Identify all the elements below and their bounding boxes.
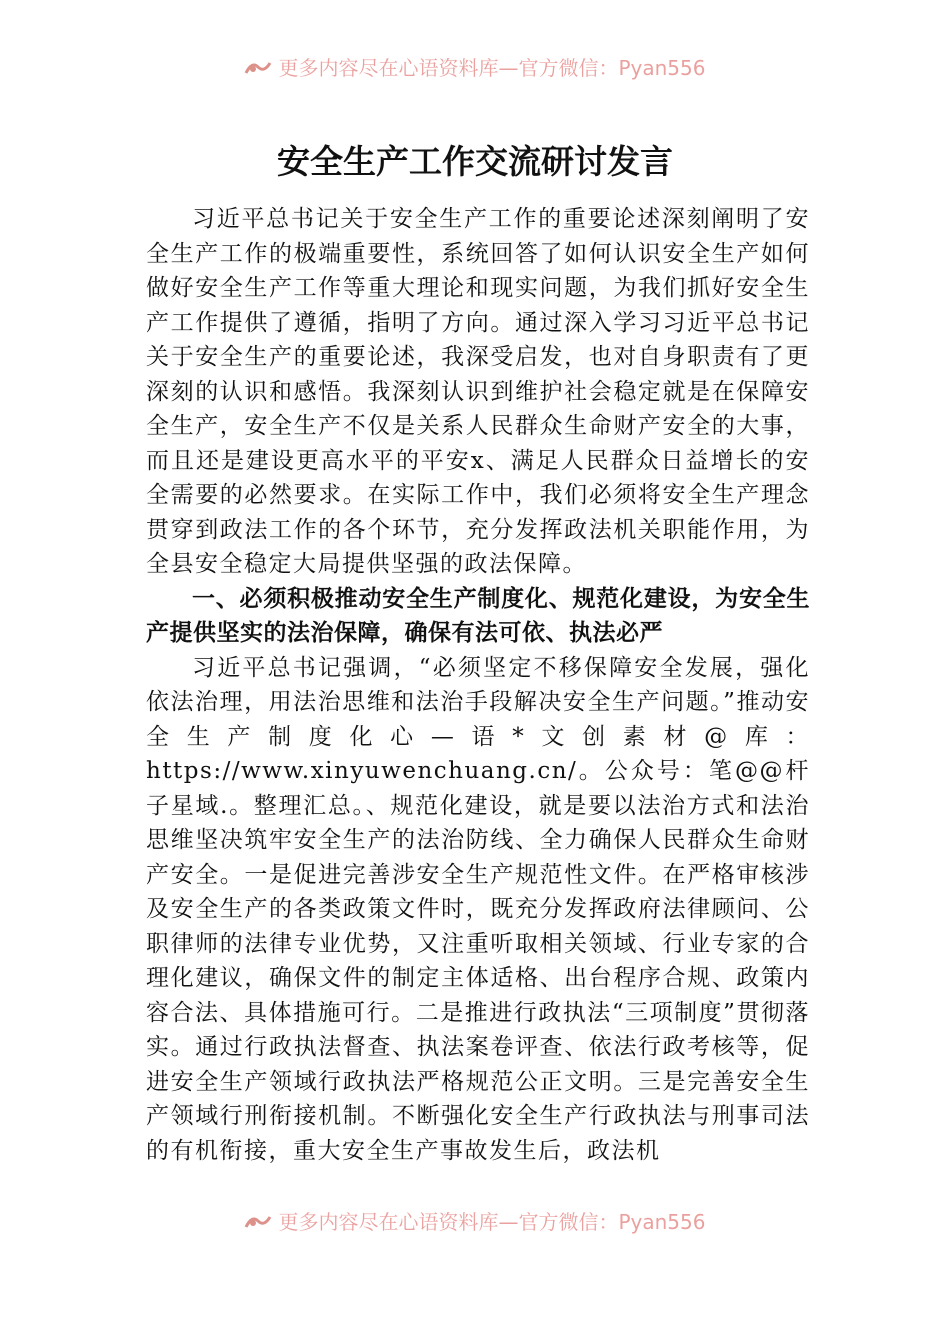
- header-watermark-text: 更多内容尽在心语资料库—官方微信：Pyan556: [278, 56, 706, 80]
- section-heading-1: 一、必须积极推动安全生产制度化、规范化建设，为安全生产提供坚实的法治保障，确保有法可依、执法必严: [146, 585, 810, 646]
- watermark-logo-icon: [244, 1212, 272, 1235]
- section-1-paragraph: 习近平总书记强调，“必须坚定不移保障安全发展，强化依法治理，用法治思维和法治手段解决安全生产问题。”推动安全生产制度化心—语*文创素材@库：https://www.xinyuwenchuang.cn/。公众号：笔@@杆子星域.。整理汇总。、规范化建设，就是要以法治方式和法治思维坚决筑牢安全生产的法治防线、全力确保人民群众生命财产安全。一是促进完善涉安全生产规范性文件。在严格审核涉及安全生产的各类政策文件时，既充分发挥政府法律顾问、公职律师的法律专业优势，又注重听取相关领域、行业专家的合理化建议，确保文件的制定主体适格、出台程序合规、政策内容合法、具体措施可行。二是推进行政执法“三项制度”贯彻落实。通过行政执法督查、执法案卷评查、依法行政考核等，促进安全生产领域行政执法严格规范公正文明。三是完善安全生产领域行刑衔接机制。不断强化安全生产行政执法与刑事司法的有机衔接，重大安全生产事故发生后，政法机: [146, 654, 810, 1164]
- footer-watermark-text: 更多内容尽在心语资料库—官方微信：Pyan556: [278, 1210, 706, 1234]
- document-title: 安全生产工作交流研讨发言: [277, 142, 673, 181]
- watermark-logo-icon: [244, 58, 272, 81]
- header-watermark: [0, 56, 950, 80]
- footer-watermark: [0, 1210, 950, 1234]
- document-body: [146, 202, 810, 1168]
- intro-paragraph: 习近平总书记关于安全生产工作的重要论述深刻阐明了安全生产工作的极端重要性，系统回答了如何认识安全生产如何做好安全生产工作等重大理论和现实问题，为我们抓好安全生产工作提供了遵循，指明了方向。通过深入学习习近平总书记关于安全生产的重要论述，我深受启发，也对自身职责有了更深刻的认识和感悟。我深刻认识到维护社会稳定就是在保障安全生产，安全生产不仅是关系人民群众生命财产安全的大事，而且还是建设更高水平的平安x、满足人民群众日益增长的安全需要的必然要求。在实际工作中，我们必须将安全生产理念贯穿到政法工作的各个环节，充分发挥政法机关职能作用，为全县安全稳定大局提供坚强的政法保障。: [146, 206, 810, 577]
